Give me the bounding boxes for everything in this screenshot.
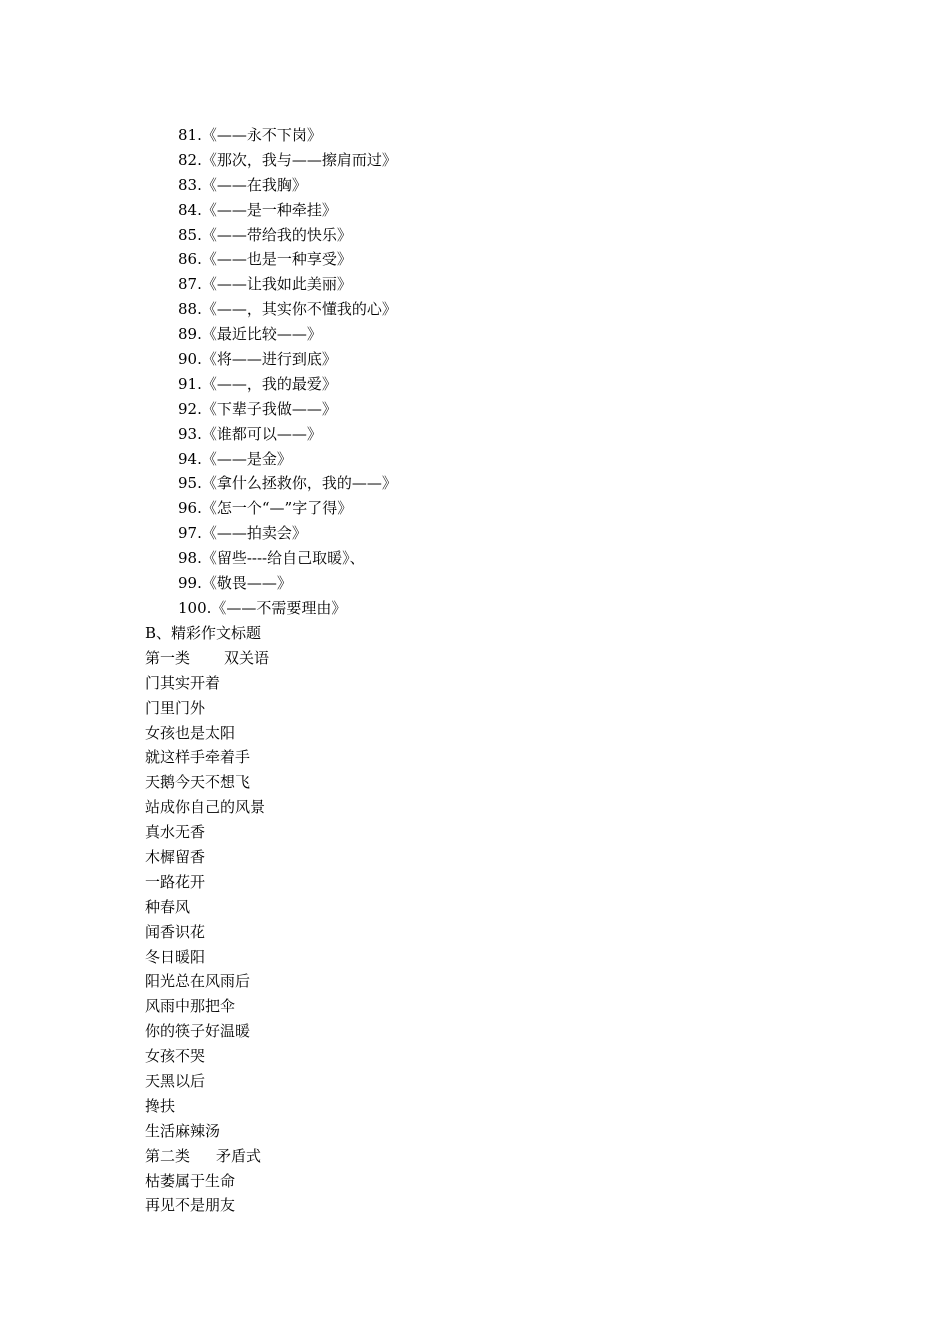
list-item: 就这样手牵着手 <box>145 748 251 767</box>
list-item: 85.《——带给我的快乐》 <box>178 225 352 244</box>
list-item: 91.《——，我的最爱》 <box>178 374 337 393</box>
list-item: 门里门外 <box>145 698 206 717</box>
list-item: 89.《最近比较——》 <box>178 325 322 344</box>
list-item: 一路花开 <box>145 872 206 891</box>
list-item: 86.《——也是一种享受》 <box>178 250 352 269</box>
list-item: 83.《——在我胸》 <box>178 175 307 194</box>
list-item: 真水无香 <box>145 823 206 842</box>
list-item: 99.《敬畏——》 <box>178 574 292 593</box>
list-item: 82.《那次，我与——擦肩而过》 <box>178 150 397 169</box>
list-item: 94.《——是金》 <box>178 449 292 468</box>
category-2-heading <box>145 1144 269 1169</box>
list-item: 100.《——不需要理由》 <box>178 598 347 617</box>
list-item: 88.《——，其实你不懂我的心》 <box>178 300 397 319</box>
list-item: 天黑以后 <box>145 1072 206 1091</box>
section-b-heading: B、精彩作文标题 <box>145 624 262 642</box>
section-b <box>145 621 269 1218</box>
numbered-title-list <box>178 123 397 621</box>
category-1-heading <box>145 646 269 671</box>
category-1-type: 双关语 <box>224 648 270 667</box>
list-item: 生活麻辣汤 <box>145 1121 221 1140</box>
list-item: 女孩也是太阳 <box>145 723 236 742</box>
list-item: 门其实开着 <box>145 673 221 692</box>
category-1-name: 第一类 <box>145 648 191 667</box>
list-item: 92.《下辈子我做——》 <box>178 399 337 418</box>
list-item: 女孩不哭 <box>145 1047 206 1066</box>
list-item: 枯萎属于生命 <box>145 1171 236 1190</box>
list-item: 阳光总在风雨后 <box>145 972 251 991</box>
list-item: 你的筷子好温暖 <box>145 1022 251 1041</box>
list-item: 93.《谁都可以——》 <box>178 424 322 443</box>
list-item: 98.《留些----给自己取暖》、 <box>178 549 365 568</box>
list-item: 再见不是朋友 <box>145 1196 236 1215</box>
list-item: 95.《拿什么拯救你，我的——》 <box>178 474 397 493</box>
list-item: 闻香识花 <box>145 922 206 941</box>
list-item: 81.《——永不下岗》 <box>178 126 322 144</box>
category-2-type: 矛盾式 <box>216 1146 262 1165</box>
list-item: 种春风 <box>145 897 191 916</box>
list-item: 96.《怎一个“—”字了得》 <box>178 499 353 518</box>
list-item: 站成你自己的风景 <box>145 798 266 817</box>
list-item: 搀扶 <box>145 1096 176 1115</box>
list-item: 97.《——拍卖会》 <box>178 524 307 543</box>
list-item: 风雨中那把伞 <box>145 997 236 1016</box>
list-item: 87.《——让我如此美丽》 <box>178 275 352 294</box>
list-item: 84.《——是一种牵挂》 <box>178 200 337 219</box>
category-2-name: 第二类 <box>145 1146 191 1165</box>
list-item: 90.《将——进行到底》 <box>178 350 337 369</box>
list-item: 冬日暖阳 <box>145 947 206 966</box>
list-item: 天鹅今天不想飞 <box>145 773 251 792</box>
list-item: 木樨留香 <box>145 848 206 867</box>
